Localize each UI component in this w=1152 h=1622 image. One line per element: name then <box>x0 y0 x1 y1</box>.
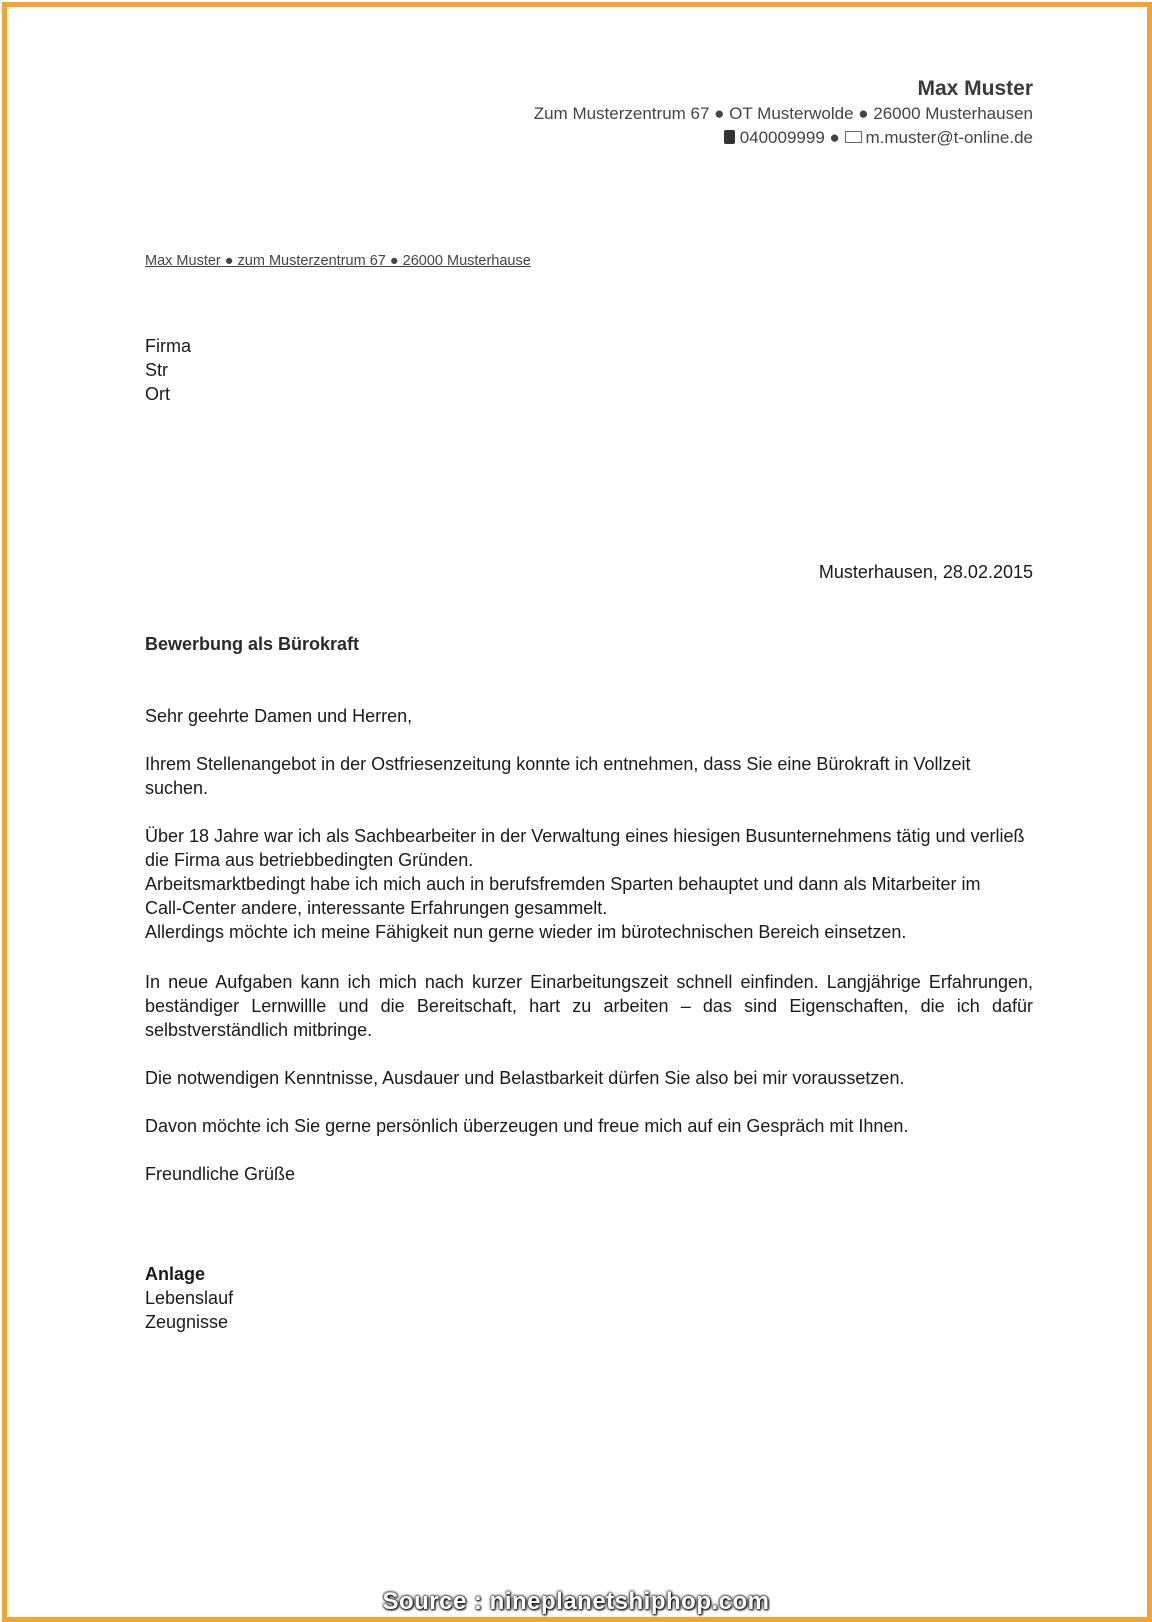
paragraph-5-text: Davon möchte ich Sie gerne persönlich überzeugen und freue mich auf ein Gespräch mit Ihnen. <box>145 1116 909 1136</box>
paragraph-3-text: In neue Aufgaben kann ich mich nach kurzer Einarbeitungszeit schnell einfinden. Langjährige Erfahrungen, beständiger Lernwillle und die Bereitschaft, hart zu arbeiten – das sind Eigenschaften, die ich dafür selbstverständlich mitbringe. <box>145 972 1033 1040</box>
phone-icon <box>724 130 735 144</box>
recipient-street: Str <box>145 360 169 380</box>
paragraph-2 <box>145 824 1025 944</box>
salutation <box>145 704 1033 728</box>
contact-separator: ● <box>824 128 845 147</box>
page-frame <box>2 2 1152 1622</box>
paragraph-1 <box>145 752 1033 800</box>
return-address-line: Max Muster ● zum Musterzentrum 67 ● 26000 Musterhause <box>145 253 531 269</box>
attachment-item: Lebenslauf <box>145 1288 234 1308</box>
attachment-item: Zeugnisse <box>145 1312 229 1332</box>
recipient-company: Firma <box>145 336 191 356</box>
attachments-block <box>145 1262 233 1334</box>
envelope-icon <box>845 131 862 143</box>
paragraph-1-text: Ihrem Stellenangebot in der Ostfriesenzeitung konnte ich entnehmen, dass Sie eine Bürokraft in Vollzeit suchen. <box>145 754 971 798</box>
source-watermark: Source : nineplanetshiphop.com <box>382 1588 770 1615</box>
paragraph-4 <box>145 1066 1033 1090</box>
letter-date: Musterhausen, 28.02.2015 <box>818 562 1033 582</box>
sender-phone: 040009999 <box>739 128 825 147</box>
paragraph-5 <box>145 1114 1033 1138</box>
sender-name: Max Muster <box>917 77 1033 100</box>
sender-email: m.muster@t-online.de <box>865 128 1033 147</box>
sender-contact <box>534 126 1033 150</box>
closing <box>145 1162 1033 1186</box>
letter-subject: Bewerbung als Bürokraft <box>145 634 360 654</box>
paragraph-3 <box>145 970 1033 1042</box>
paragraph-4-text: Die notwendigen Kenntnisse, Ausdauer und Belastbarkeit dürfen Sie also bei mir voraussetzen. <box>145 1068 905 1088</box>
salutation-text: Sehr geehrte Damen und Herren, <box>145 706 413 726</box>
sender-block <box>534 76 1033 150</box>
recipient-city: Ort <box>145 384 170 404</box>
sender-address: Zum Musterzentrum 67 ● OT Musterwolde ● 26000 Musterhausen <box>533 104 1033 123</box>
paragraph-2b-text: Arbeitsmarktbedingt habe ich mich auch in berufsfremden Sparten behauptet und dann als Mitarbeiter im Call-Center andere, interessante Erfahrungen gesammelt. <box>145 874 981 918</box>
paragraph-2c-text: Allerdings möchte ich meine Fähigkeit nun gerne wieder im bürotechnischen Bereich einsetzen. <box>145 922 907 942</box>
closing-text: Freundliche Grüße <box>145 1164 296 1184</box>
paragraph-2a-text: Über 18 Jahre war ich als Sachbearbeiter in der Verwaltung eines hiesigen Busunternehmens tätig und verließ die Firma aus betriebbedingten Gründen. <box>145 826 1025 870</box>
recipient-block <box>145 334 191 406</box>
attachments-title: Anlage <box>145 1264 206 1284</box>
